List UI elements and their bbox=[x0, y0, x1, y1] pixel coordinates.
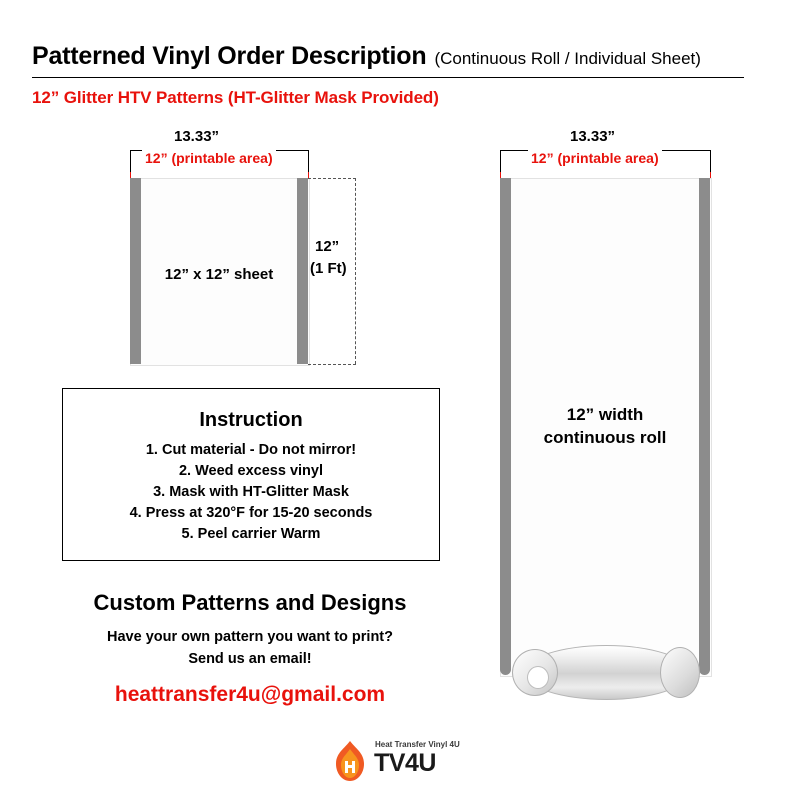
roll-width-label: 13.33” bbox=[570, 128, 616, 145]
custom-patterns-line-1: Have your own pattern you want to print? bbox=[107, 629, 393, 645]
instruction-step: 1. Cut material - Do not mirror! bbox=[145, 442, 357, 458]
roll-caption-line-1: 12” width bbox=[566, 405, 644, 424]
instruction-step: 4. Press at 320°F for 15-20 seconds bbox=[129, 505, 373, 521]
roll-right-margin-bar bbox=[699, 178, 710, 675]
roll-cylinder-left-cap bbox=[512, 649, 558, 696]
sheet-height-dimension-line bbox=[355, 178, 356, 364]
roll-diagram bbox=[470, 120, 770, 720]
custom-patterns-line-2: Send us an email! bbox=[188, 651, 312, 667]
flame-icon bbox=[330, 740, 370, 782]
sheet-caption: 12” x 12” sheet bbox=[164, 266, 274, 283]
instruction-step: 2. Weed excess vinyl bbox=[178, 463, 324, 479]
header-divider bbox=[32, 77, 744, 78]
instruction-step: 5. Peel carrier Warm bbox=[181, 526, 321, 542]
instruction-step-list bbox=[63, 440, 439, 545]
glitter-pattern-note: 12” Glitter HTV Patterns (HT-Glitter Mask Provided) bbox=[32, 88, 439, 107]
sheet-height-guide-bottom bbox=[308, 364, 356, 365]
page-header bbox=[32, 42, 744, 108]
brand-logo bbox=[330, 738, 490, 786]
sheet-height-sublabel: (1 Ft) bbox=[310, 260, 347, 277]
sheet-height-guide-top bbox=[308, 178, 356, 179]
sheet-left-margin-bar bbox=[130, 178, 141, 364]
roll-caption-line-2: continuous roll bbox=[543, 428, 667, 447]
instruction-step: 3. Mask with HT-Glitter Mask bbox=[153, 484, 349, 500]
roll-printable-label: 12” (printable area) bbox=[528, 150, 662, 166]
roll-cylinder-right-end bbox=[660, 647, 700, 698]
page-title: Patterned Vinyl Order Description bbox=[32, 42, 427, 70]
instruction-title: Instruction bbox=[199, 409, 303, 431]
custom-patterns-block bbox=[40, 590, 460, 707]
instruction-box bbox=[62, 388, 440, 561]
sheet-right-margin-bar bbox=[297, 178, 308, 364]
page-subtitle-parenthetical: (Continuous Roll / Individual Sheet) bbox=[434, 49, 701, 68]
roll-cylinder bbox=[510, 645, 700, 700]
sheet-printable-label: 12” (printable area) bbox=[142, 150, 276, 166]
custom-patterns-title: Custom Patterns and Designs bbox=[93, 590, 407, 615]
roll-core-hole bbox=[527, 666, 549, 689]
roll-left-margin-bar bbox=[500, 178, 511, 675]
logo-wordmark: TV4U bbox=[374, 749, 436, 777]
logo-tagline: Heat Transfer Vinyl 4U bbox=[375, 740, 460, 749]
sheet-width-label: 13.33” bbox=[174, 128, 220, 145]
contact-email-link[interactable]: heattransfer4u@gmail.com bbox=[114, 683, 386, 706]
sheet-height-label: 12” bbox=[315, 238, 340, 255]
sheet-diagram bbox=[100, 120, 390, 385]
header-title-line bbox=[32, 42, 744, 71]
